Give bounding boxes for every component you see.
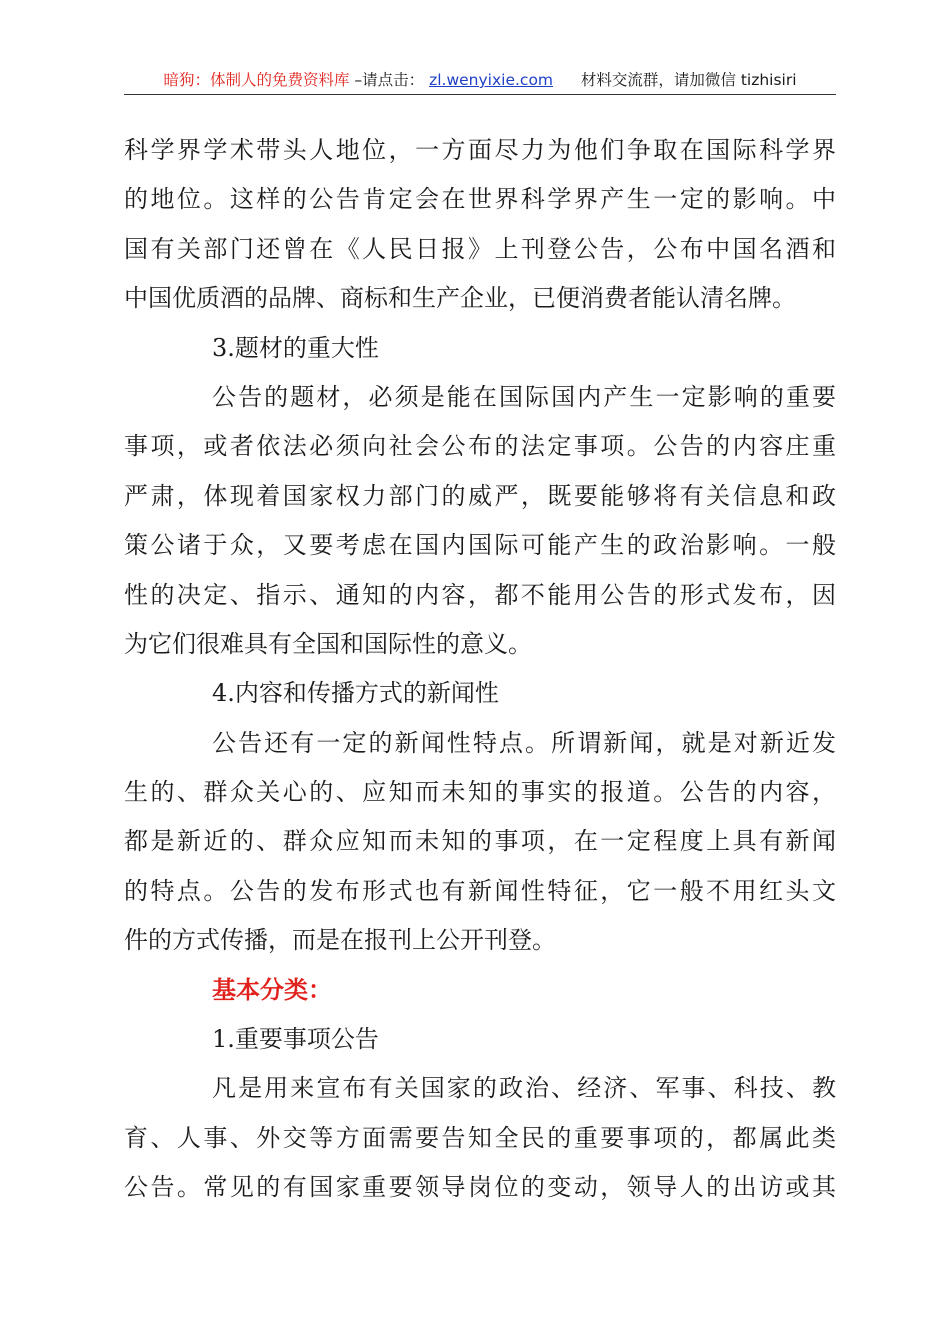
paragraph-line: 的地位。这样的公告肯定会在世界科学界产生一定的影响。中 xyxy=(124,185,836,214)
paragraph-line: 都是新近的、群众应知而未知的事项，在一定程度上具有新闻 xyxy=(124,827,836,856)
paragraph-line: 件的方式传播，而是在报刊上公开刊登。 xyxy=(124,926,556,955)
paragraph-line: 生的、群众关心的、应知而未知的事实的报道。公告的内容， xyxy=(124,778,836,807)
header-brand: 暗狗：体制人的免费资料库 xyxy=(163,71,350,89)
paragraph-line: 育、人事、外交等方面需要告知全民的重要事项的，都属此类 xyxy=(124,1123,836,1152)
header-prompt: –请点击： xyxy=(354,71,425,89)
paragraph-line: 公告还有一定的新闻性特点。所谓新闻，就是对新近发 xyxy=(212,728,836,757)
category-heading: 基本分类： xyxy=(212,975,332,1004)
header-link[interactable]: zl.wenyixie.com xyxy=(429,71,554,89)
page-header xyxy=(124,68,836,95)
paragraph-line: 严肃，体现着国家权力部门的威严，既要能够将有关信息和政 xyxy=(124,481,836,510)
paragraph-line: 中国优质酒的品牌、商标和生产企业，已便消费者能认清名牌。 xyxy=(124,284,796,313)
paragraph-line: 的特点。公告的发布形式也有新闻性特征，它一般不用红头文 xyxy=(124,876,836,905)
paragraph-line: 性的决定、指示、通知的内容，都不能用公告的形式发布，因 xyxy=(124,580,836,609)
paragraph-line: 事项，或者依法必须向社会公布的法定事项。公告的内容庄重 xyxy=(124,432,836,461)
paragraph-line: 为它们很难具有全国和国际性的意义。 xyxy=(124,629,532,658)
section-heading-4: 4.内容和传播方式的新闻性 xyxy=(212,679,499,708)
header-note: 材料交流群，请加微信 tizhisiri xyxy=(580,71,797,89)
paragraph-line: 凡是用来宣布有关国家的政治、经济、军事、科技、教 xyxy=(212,1074,836,1103)
paragraph-line: 国有关部门还曾在《人民日报》上刊登公告，公布中国名酒和 xyxy=(124,234,836,263)
paragraph-line: 公告。常见的有国家重要领导岗位的变动，领导人的出访或其 xyxy=(124,1173,836,1202)
document-body xyxy=(124,126,836,1213)
paragraph-line: 公告的题材，必须是能在国际国内产生一定影响的重要 xyxy=(212,382,836,411)
paragraph-line: 策公诸于众，又要考虑在国内国际可能产生的政治影响。一般 xyxy=(124,531,836,560)
paragraph-line: 科学界学术带头人地位，一方面尽力为他们争取在国际科学界 xyxy=(124,136,836,164)
subsection-heading-1: 1.重要事项公告 xyxy=(212,1025,379,1054)
section-heading-3: 3.题材的重大性 xyxy=(212,333,379,362)
